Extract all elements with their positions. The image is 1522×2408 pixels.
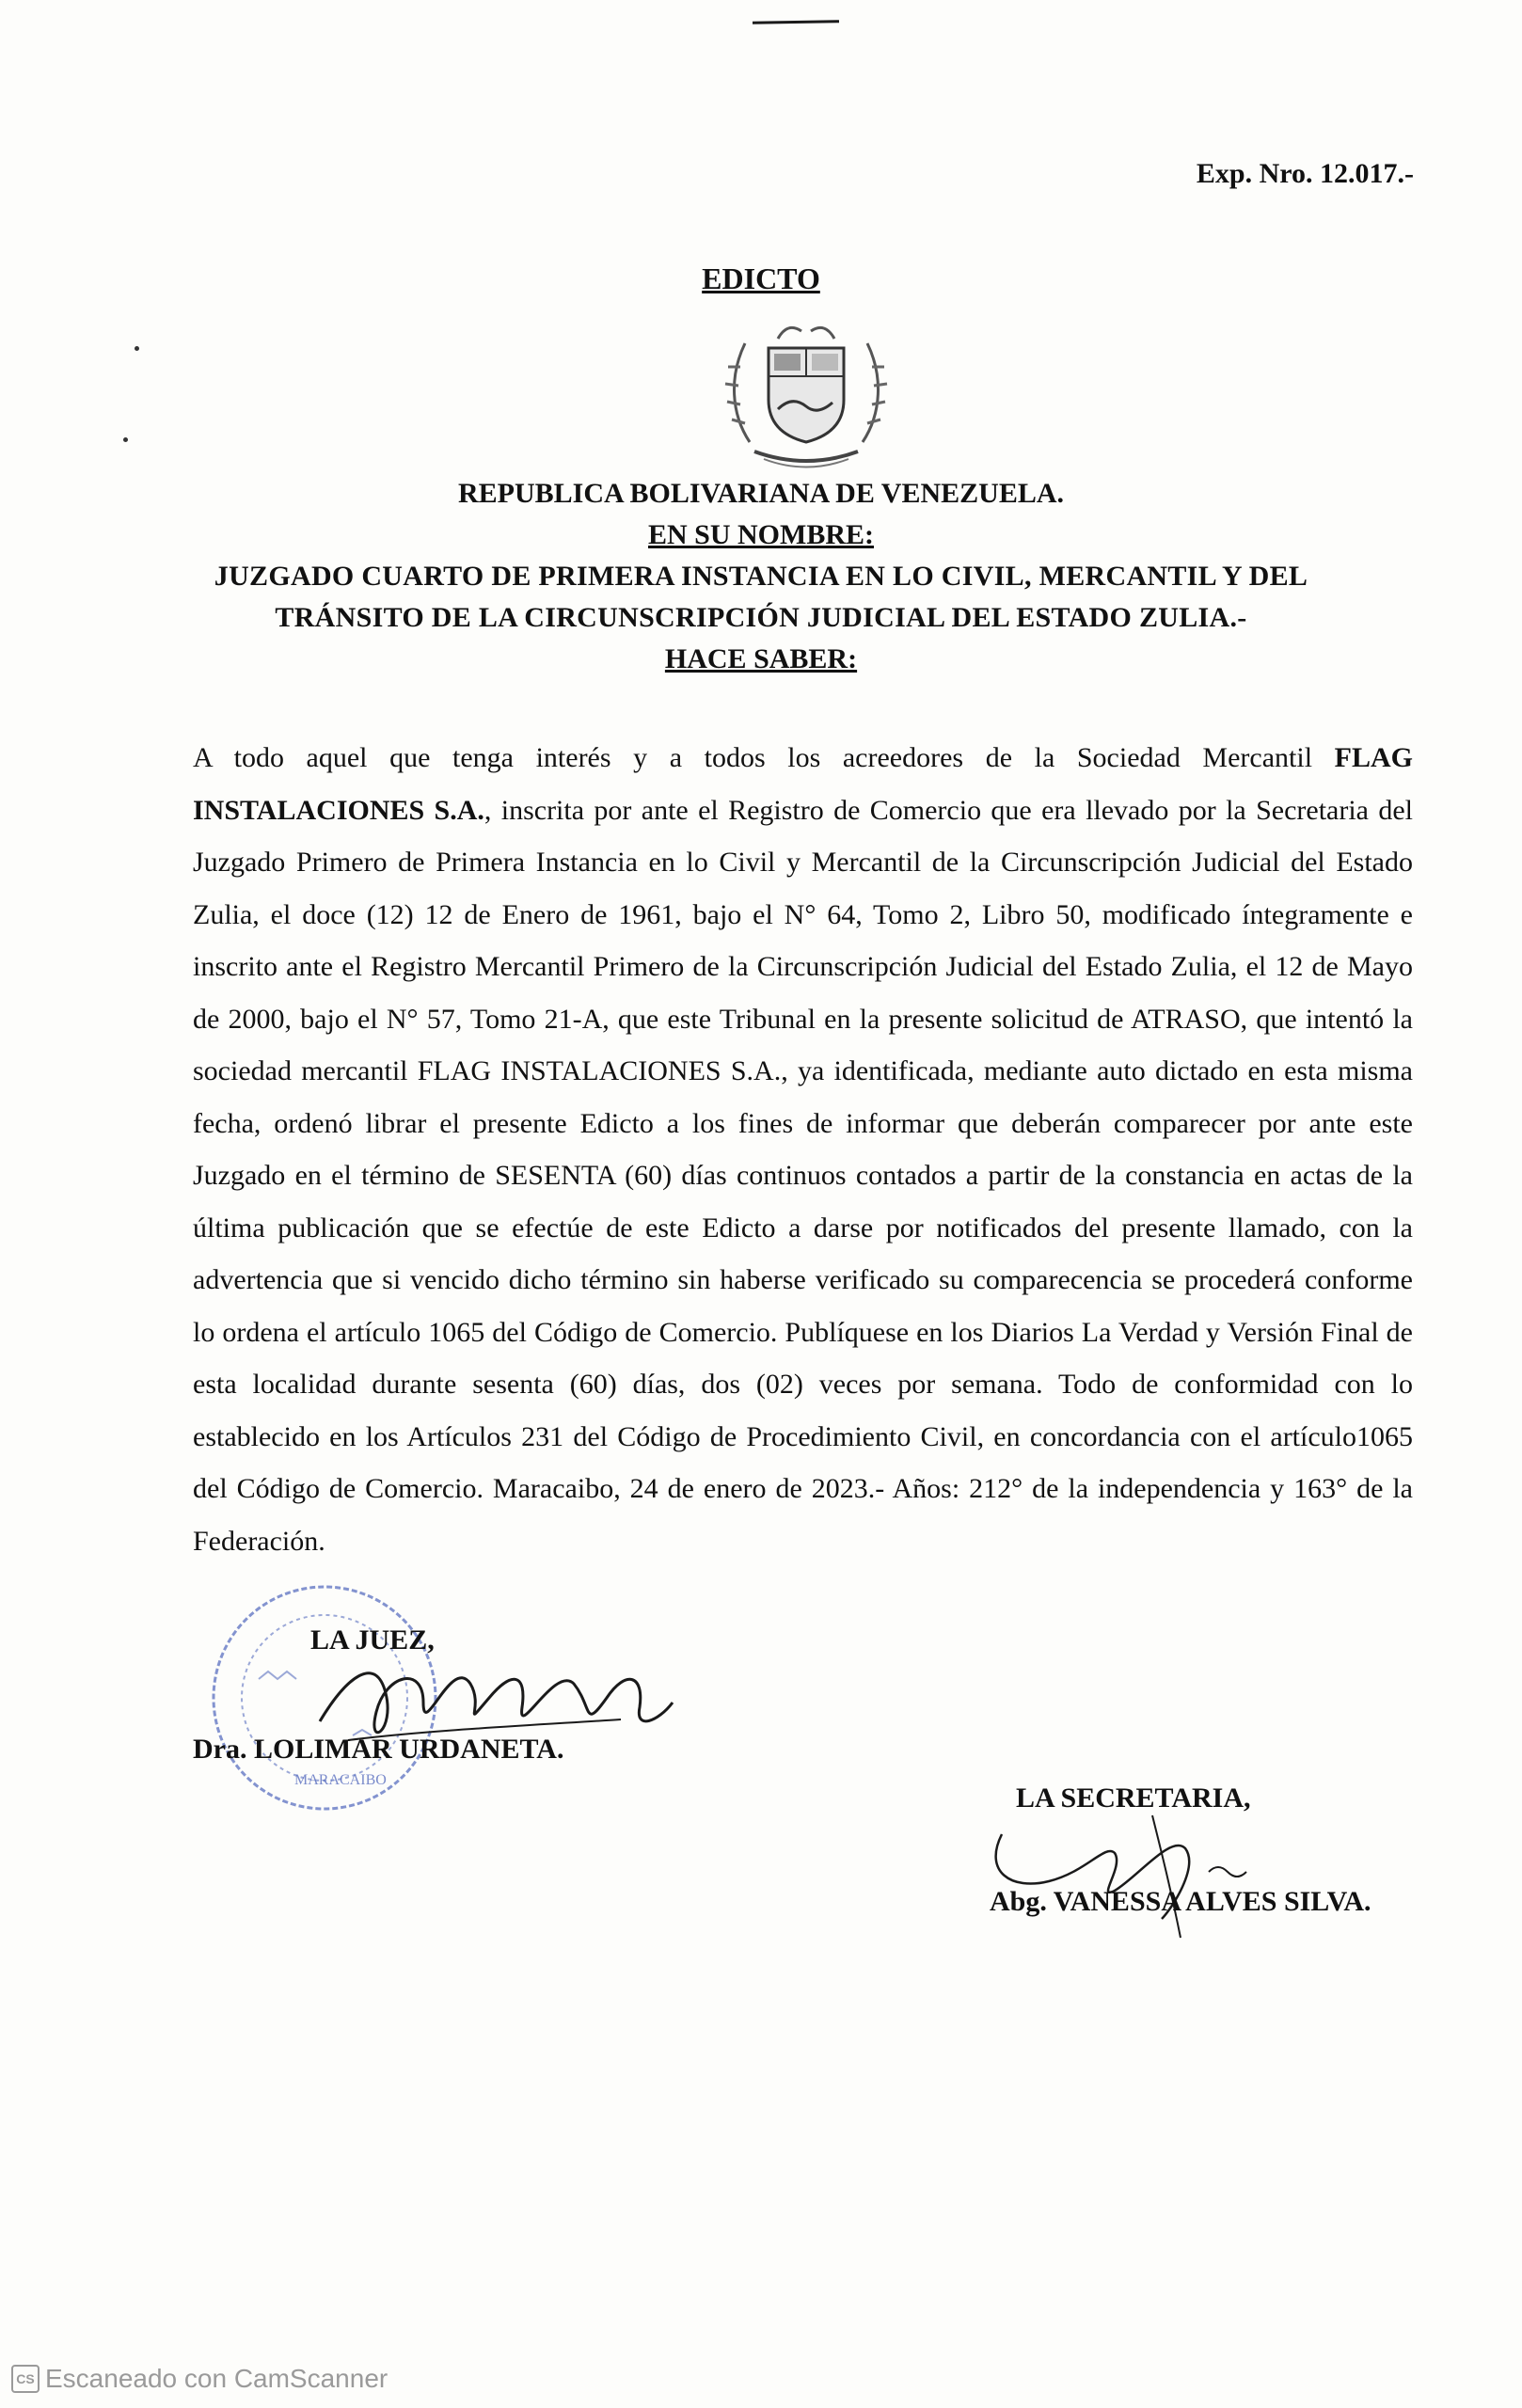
watermark-text: Escaneado con CamScanner — [45, 2364, 388, 2393]
secretary-name: Abg. VANESSA ALVES SILVA. — [990, 1886, 1371, 1917]
header-block — [0, 473, 1522, 680]
company-name: FLAG INSTALACIONES S.A. — [193, 742, 1413, 826]
republic-line: REPUBLICA BOLIVARIANA DE VENEZUELA. — [457, 478, 1065, 509]
camscanner-watermark — [11, 2364, 388, 2394]
judge-name: Dra. LOLIMAR URDANETA. — [193, 1734, 564, 1765]
top-dash-mark — [753, 20, 839, 24]
hace-saber-line: HACE SABER: — [664, 643, 858, 674]
en-su-nombre-line: EN SU NOMBRE: — [647, 519, 874, 550]
body-text-part-1: A todo aquel que tenga interés y a todos los acreedores de la Sociedad Mercantil — [193, 742, 1335, 773]
stray-mark — [123, 437, 128, 442]
stamp-city: MARACAIBO — [294, 1772, 387, 1788]
body-text-part-2: , inscrita por ante el Registro de Comercio que era llevado por la Secretaria del Juzgado Primero de Primera Instancia en lo Civil y Mercantil de la Circunscripción Judicial del Estado Zulia, el doce (12) 12 de Enero de 1961, bajo el N° 64, Tomo 2, Libro 50, modificado íntegramente e inscrito ante el Registro Mercantil Primero de la Circunscripción Judicial del Estado Zulia, el 12 de Mayo de 2000, bajo el N° 57, Tomo 21-A, que este Tribunal en la presente solicitud de ATRASO, que intentó la sociedad mercantil FLAG INSTALACIONES S.A., ya identificada, mediante auto dictado en esta misma fecha, ordenó librar el presente Edicto a los fines de informar que deberán comparecer por ante este Juzgado en el término de SESENTA (60) días continuos contados a partir de la constancia en actas de la última publicación que se efectúe de este Edicto a darse por notificados del presente llamado, con la advertencia que si vencido dicho término sin haberse verificado su comparecencia se procederá conforme lo ordena el artículo 1065 del Código de Comercio. Publíquese en los Diarios La Verdad y Versión Final de esta localidad durante sesenta (60) días, dos (02) veces por semana. Todo de conformidad con lo establecido en los Artículos 231 del Código de Procedimiento Civil, en concordancia con el artículo1065 del Código de Comercio. Maracaibo, 24 de enero de 2023.- Años: 212° de la independencia y 163° de la Federación. — [193, 794, 1414, 1557]
court-line-2: TRÁNSITO DE LA CIRCUNSCRIPCIÓN JUDICIAL DEL ESTADO ZULIA.- — [275, 602, 1247, 633]
expedient-number: Exp. Nro. 12.017.- — [1196, 158, 1414, 189]
edict-body — [193, 732, 1413, 1567]
document-title: EDICTO — [702, 261, 820, 295]
secretary-signature — [983, 1778, 1293, 1947]
stray-mark — [135, 346, 139, 351]
camscanner-logo-icon: CS — [11, 2365, 40, 2393]
coat-of-arms-icon — [712, 310, 900, 470]
judge-role: LA JUEZ, — [310, 1624, 435, 1656]
court-line-1: JUZGADO CUARTO DE PRIMERA INSTANCIA EN LO CIVIL, MERCANTIL Y DEL — [214, 561, 1308, 592]
secretary-role: LA SECRETARIA, — [1016, 1782, 1251, 1814]
